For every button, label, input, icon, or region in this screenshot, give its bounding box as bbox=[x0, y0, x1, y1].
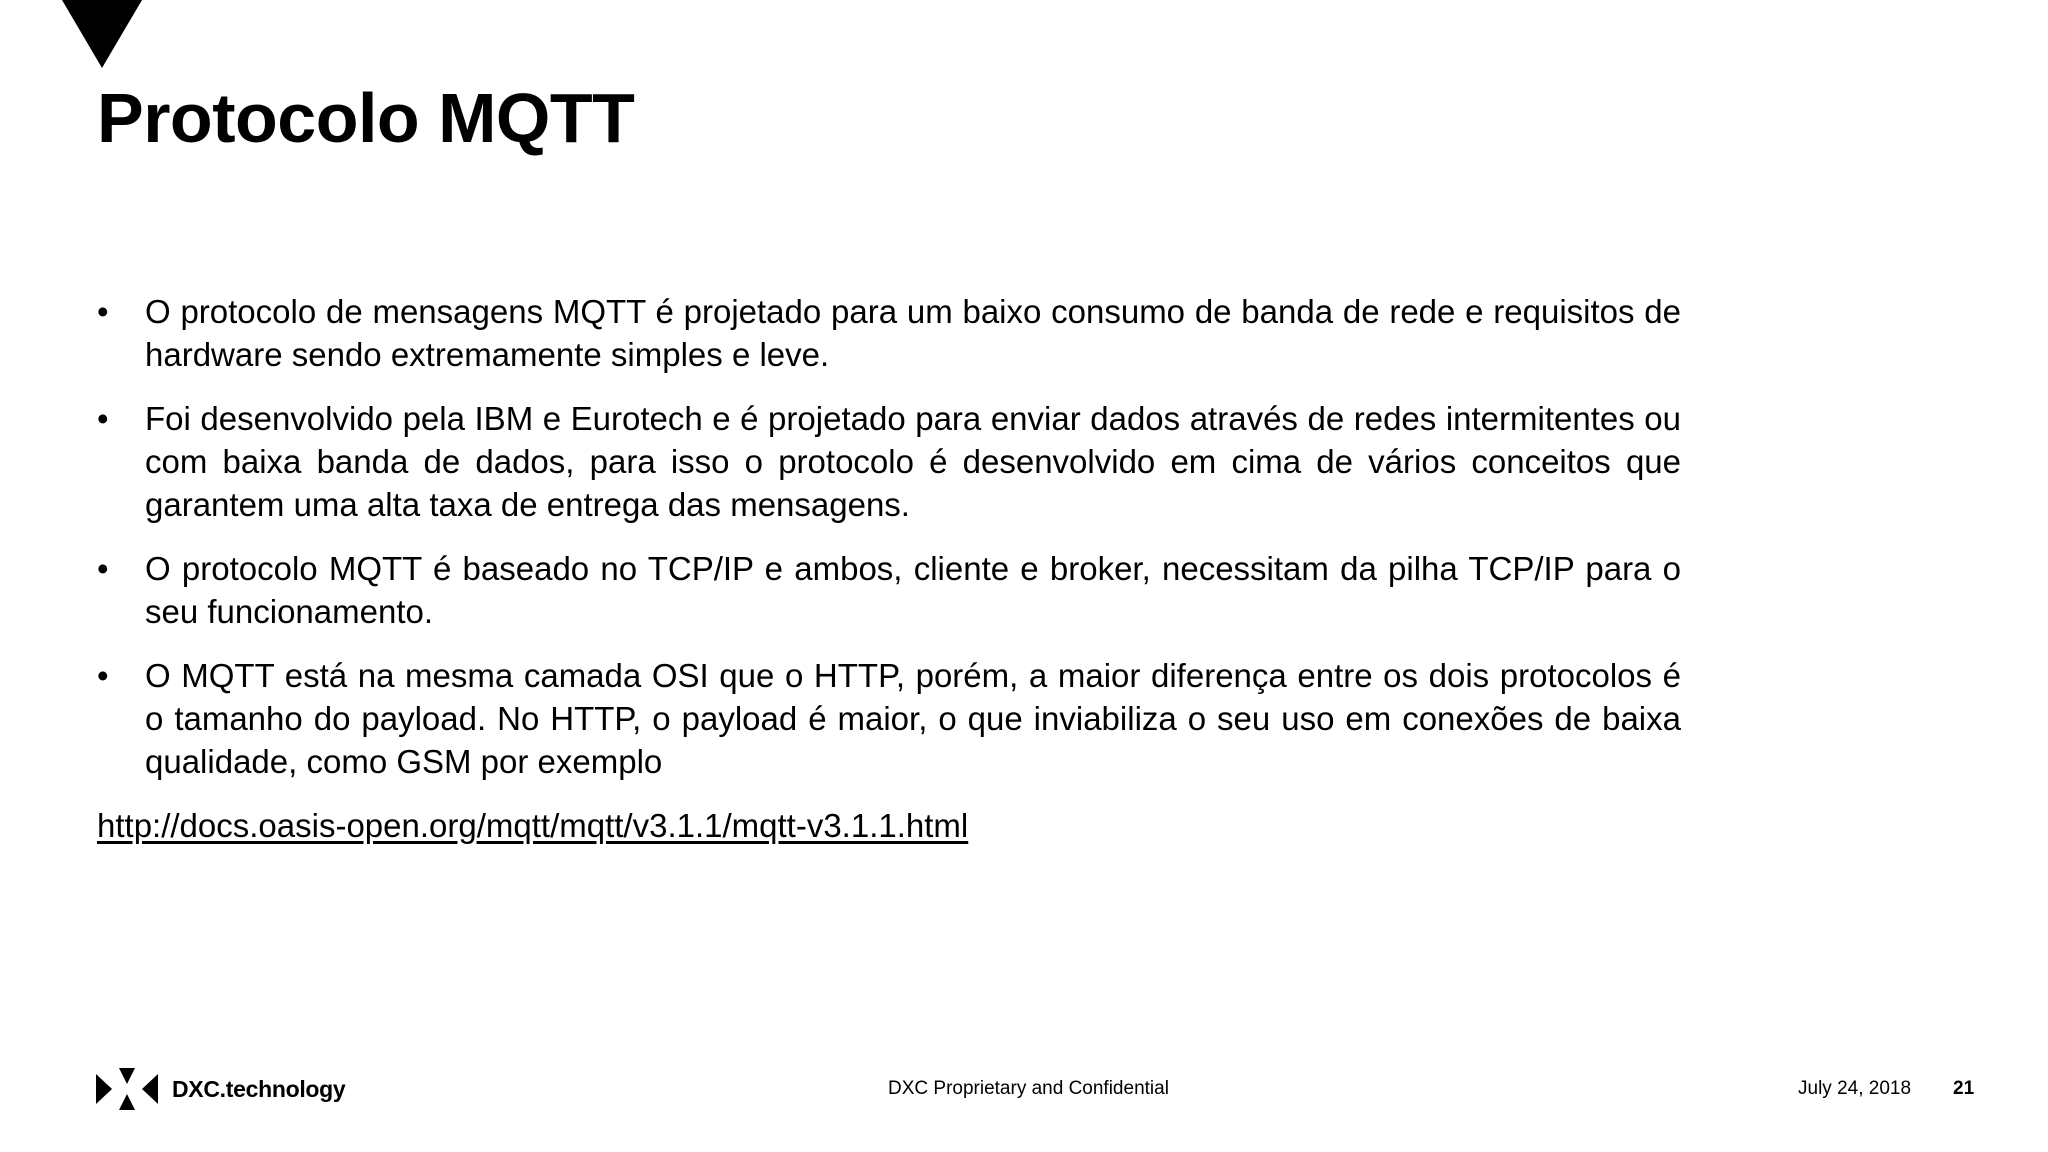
bullet-item bbox=[97, 547, 1681, 633]
bullet-icon: • bbox=[97, 400, 109, 437]
bullet-icon: • bbox=[97, 293, 109, 330]
bullet-text: O protocolo MQTT é baseado no TCP/IP e ambos, cliente e broker, necessitam da pilha TCP/IP para o seu funcionamento. bbox=[145, 550, 1681, 630]
bullet-item bbox=[97, 290, 1681, 376]
footer-logo bbox=[96, 1068, 345, 1110]
corner-triangle-icon bbox=[62, 0, 142, 68]
footer-date: July 24, 2018 bbox=[1798, 1078, 1912, 1099]
page-number: 21 bbox=[1953, 1078, 1975, 1099]
footer-confidential: DXC Proprietary and Confidential bbox=[888, 1078, 1169, 1099]
bullet-icon: • bbox=[97, 657, 109, 694]
bullet-text: O protocolo de mensagens MQTT é projetado para um baixo consumo de banda de rede e requisitos de hardware sendo extremamente simples e leve. bbox=[145, 293, 1681, 373]
bullet-text: O MQTT está na mesma camada OSI que o HTTP, porém, a maior diferença entre os dois protocolos é o tamanho do payload. No HTTP, o payload é maior, o que inviabiliza o seu uso em conexões de baixa qualidade, como GSM por exemplo bbox=[145, 657, 1681, 780]
bullet-icon: • bbox=[97, 550, 109, 587]
mqtt-spec-link[interactable]: http://docs.oasis-open.org/mqtt/mqtt/v3.1.1/mqtt-v3.1.1.html bbox=[97, 807, 969, 844]
bullet-item bbox=[97, 397, 1681, 526]
logo-text: DXC.technology bbox=[172, 1075, 346, 1102]
slide-content bbox=[97, 290, 1681, 847]
bullet-text: Foi desenvolvido pela IBM e Eurotech e é projetado para enviar dados através de redes intermitentes ou com baixa banda de dados, para isso o protocolo é desenvolvido em cima de vários conceitos que garantem uma alta taxa de entrega das mensagens. bbox=[145, 400, 1681, 523]
bullet-item bbox=[97, 654, 1681, 783]
bullet-list bbox=[97, 290, 1681, 783]
dxc-logo-icon bbox=[96, 1068, 158, 1110]
slide-title: Protocolo MQTT bbox=[97, 79, 635, 157]
